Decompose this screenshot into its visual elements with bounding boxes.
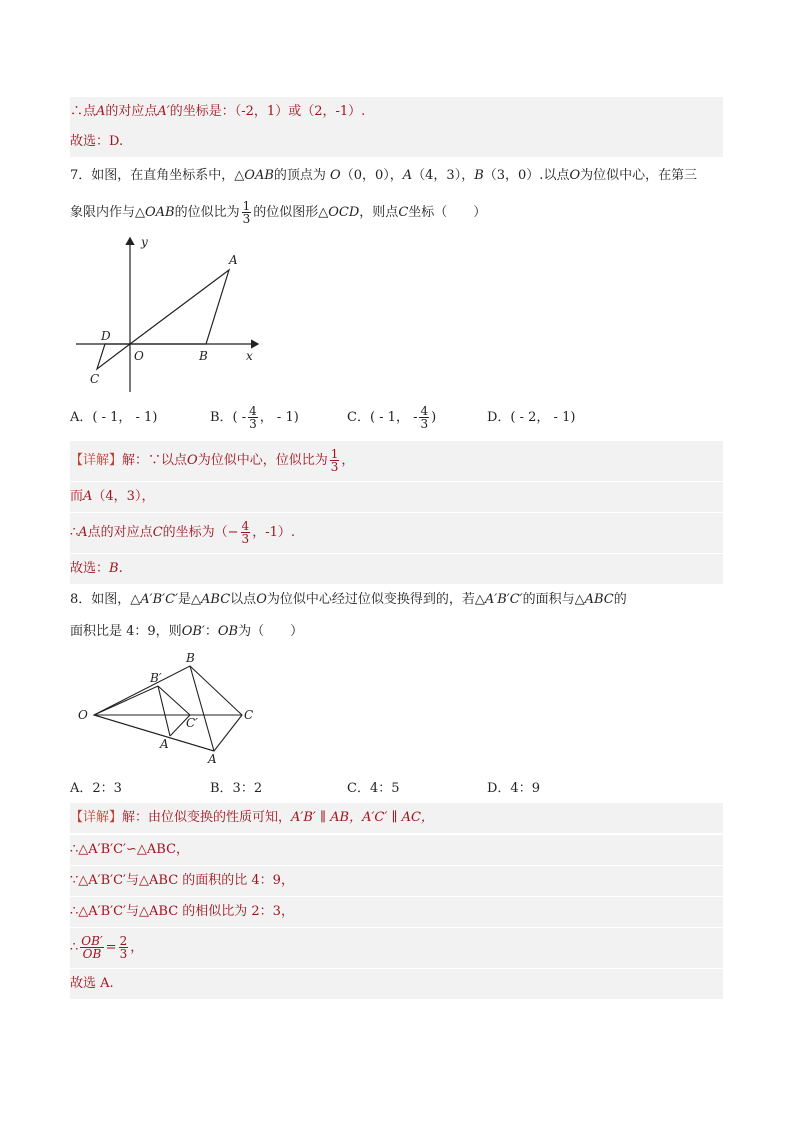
text: O <box>256 592 267 607</box>
fraction-ob1-ob <box>80 935 103 960</box>
triangle-oab <box>130 270 229 344</box>
text: O <box>569 168 581 183</box>
text: 为位似中心，位似比为 <box>197 453 328 468</box>
text: OB <box>217 624 239 639</box>
label-d: D <box>101 329 111 343</box>
fraction <box>330 448 340 473</box>
q8-homothety-figure <box>74 650 264 768</box>
text: 为位似中心经过位似变换得到的，若△ <box>266 592 485 607</box>
q7-solution-line1 <box>70 441 723 481</box>
text: OB′ <box>181 624 205 639</box>
text: 解：由位似变换的性质可知， <box>122 810 292 825</box>
q7-solution-line2 <box>70 482 723 512</box>
text: 的位似比为 <box>174 205 240 220</box>
text: OCD <box>328 205 360 220</box>
text: ，则点 <box>359 205 399 220</box>
text: A <box>78 525 88 540</box>
q8-solution-line5 <box>70 928 723 968</box>
text: B <box>474 168 484 183</box>
text: ： <box>204 624 218 639</box>
text: 1 <box>242 199 251 213</box>
text: 8．如图，△ <box>70 592 141 607</box>
text: B．( - <box>210 410 247 425</box>
text: A <box>96 104 106 119</box>
label-b: B <box>199 349 208 363</box>
label-b: B <box>186 651 195 665</box>
text: 的面积与△ <box>522 592 585 607</box>
text: ，-1）. <box>252 525 295 540</box>
text: C．( - 1， - <box>347 410 418 425</box>
text: 3 <box>241 532 250 546</box>
text: （4，3）， <box>92 489 155 504</box>
text: ABC <box>584 592 614 607</box>
text: C <box>398 205 409 220</box>
text: ∴点 <box>70 104 97 119</box>
q8-solution-line6: 故选 A. <box>70 969 723 999</box>
text: 的 <box>613 592 627 607</box>
q8-stem-line2 <box>70 617 723 647</box>
fraction <box>248 405 258 430</box>
fraction <box>241 520 251 545</box>
q7-stem-line1 <box>70 161 723 191</box>
text: 而 <box>70 489 84 504</box>
label-a: A <box>208 752 217 766</box>
text: 以点 <box>230 592 257 607</box>
text: A <box>402 168 413 183</box>
q7-option-a[interactable]: A．( - 1， - 1) <box>70 410 158 425</box>
text: 3 <box>119 947 128 961</box>
q8-solution-line1 <box>70 803 723 833</box>
text: 3 <box>242 212 251 226</box>
text: ABC <box>201 592 231 607</box>
text: OAB <box>145 205 175 220</box>
label-c1: C′ <box>186 716 198 730</box>
q7-solution-line3 <box>70 513 723 553</box>
text: A′ <box>157 104 170 119</box>
text: 4 <box>249 404 257 418</box>
q8-option-d[interactable]: D．4：9 <box>487 781 540 796</box>
q8-solution-line3: ∵△A′B′C′与△ABC 的面积的比 4：9， <box>70 866 723 896</box>
text: OB′ <box>81 934 103 948</box>
label-o: O <box>134 349 144 363</box>
text: ) <box>431 410 437 425</box>
text: 1 <box>330 447 339 461</box>
q7-option-d[interactable]: D．( - 2， - 1) <box>487 410 576 425</box>
label-y: y <box>141 235 148 249</box>
text: 3 <box>249 417 257 431</box>
text: ， <box>130 940 144 955</box>
text: （0，0）， <box>340 168 403 183</box>
q7-option-c[interactable] <box>347 403 436 433</box>
text: A′B′C′ <box>140 592 179 607</box>
text: 2 <box>119 934 128 948</box>
q7-option-b[interactable] <box>210 403 299 433</box>
segment-ob1 <box>94 686 158 715</box>
text: OB <box>80 947 103 960</box>
text: 点的对应点 <box>87 525 153 540</box>
label-b1: B′ <box>150 671 162 685</box>
text: 7．如图，在直角坐标系中，△ <box>70 168 245 183</box>
fraction <box>419 405 429 430</box>
fraction <box>119 935 129 960</box>
text: A <box>83 489 93 504</box>
text: 的坐标是：（-2，1）或（2，-1）. <box>169 104 366 119</box>
text: ∴ <box>70 940 79 955</box>
q8-solution-line4: ∴△A′B′C′与△ABC 的相似比为 2：3， <box>70 897 723 927</box>
ratio-fraction <box>242 200 252 225</box>
q8-option-c[interactable]: C．4：5 <box>347 781 400 796</box>
text: ∴ <box>70 525 79 540</box>
text: 的坐标为（− <box>162 525 239 540</box>
label-x: x <box>246 349 253 363</box>
text: 故选： <box>70 561 110 576</box>
segment-b1a1 <box>158 686 170 736</box>
label-c: C <box>90 372 100 386</box>
q8-solution-line2: ∴△A′B′C′∽△ABC， <box>70 835 723 865</box>
text: B. <box>109 561 123 576</box>
text: 的顶点为 <box>273 168 326 183</box>
text: 4 <box>241 519 250 533</box>
text: O <box>187 453 198 468</box>
solution-tag: 【详解】 <box>70 453 123 468</box>
text: 4 <box>420 404 429 418</box>
q7-solution-line4 <box>70 554 723 584</box>
text: 解：∵以点 <box>122 453 188 468</box>
triangle-ocd <box>97 344 130 369</box>
text: ， - 1) <box>259 410 299 425</box>
prev-answer <box>70 127 723 157</box>
text: 为位似中心，在第三 <box>580 168 698 183</box>
label-c: C <box>244 708 254 722</box>
text: 3 <box>420 417 429 431</box>
text: （3，0）.以点 <box>483 168 570 183</box>
q8-option-a[interactable]: A．2：3 <box>70 781 122 796</box>
q8-stem-line1 <box>70 585 723 615</box>
text: A′B′C′ <box>484 592 523 607</box>
text: OAB <box>244 168 274 183</box>
text: 3 <box>330 460 339 474</box>
q7-coordinate-figure <box>70 232 270 400</box>
text: 的位似图形△ <box>253 205 329 220</box>
segment-b1c1 <box>158 686 190 715</box>
text: 故选：D. <box>70 134 124 149</box>
text: C <box>152 525 163 540</box>
text: A′B′ ∥ AB，A′C′ ∥ AC， <box>291 810 434 825</box>
text: ， <box>341 453 355 468</box>
segment-ba <box>190 666 214 751</box>
text: = <box>105 940 117 955</box>
prev-conclusion <box>70 97 723 127</box>
text: 面积比是 4：9，则 <box>70 624 182 639</box>
text: 是△ <box>178 592 202 607</box>
q7-stem-line2 <box>70 196 723 230</box>
text: 为（ ） <box>238 624 304 639</box>
text: 坐标（ ） <box>408 205 487 220</box>
text: 象限内作与△ <box>70 205 145 220</box>
solution-tag: 【详解】 <box>70 810 123 825</box>
text: O <box>330 168 341 183</box>
label-a1: A <box>160 737 169 751</box>
label-o: O <box>78 708 88 722</box>
text: 的对应点 <box>105 104 158 119</box>
label-a: A <box>229 253 238 267</box>
q8-option-b[interactable]: B．3：2 <box>210 781 263 796</box>
text: （4，3）， <box>412 168 475 183</box>
